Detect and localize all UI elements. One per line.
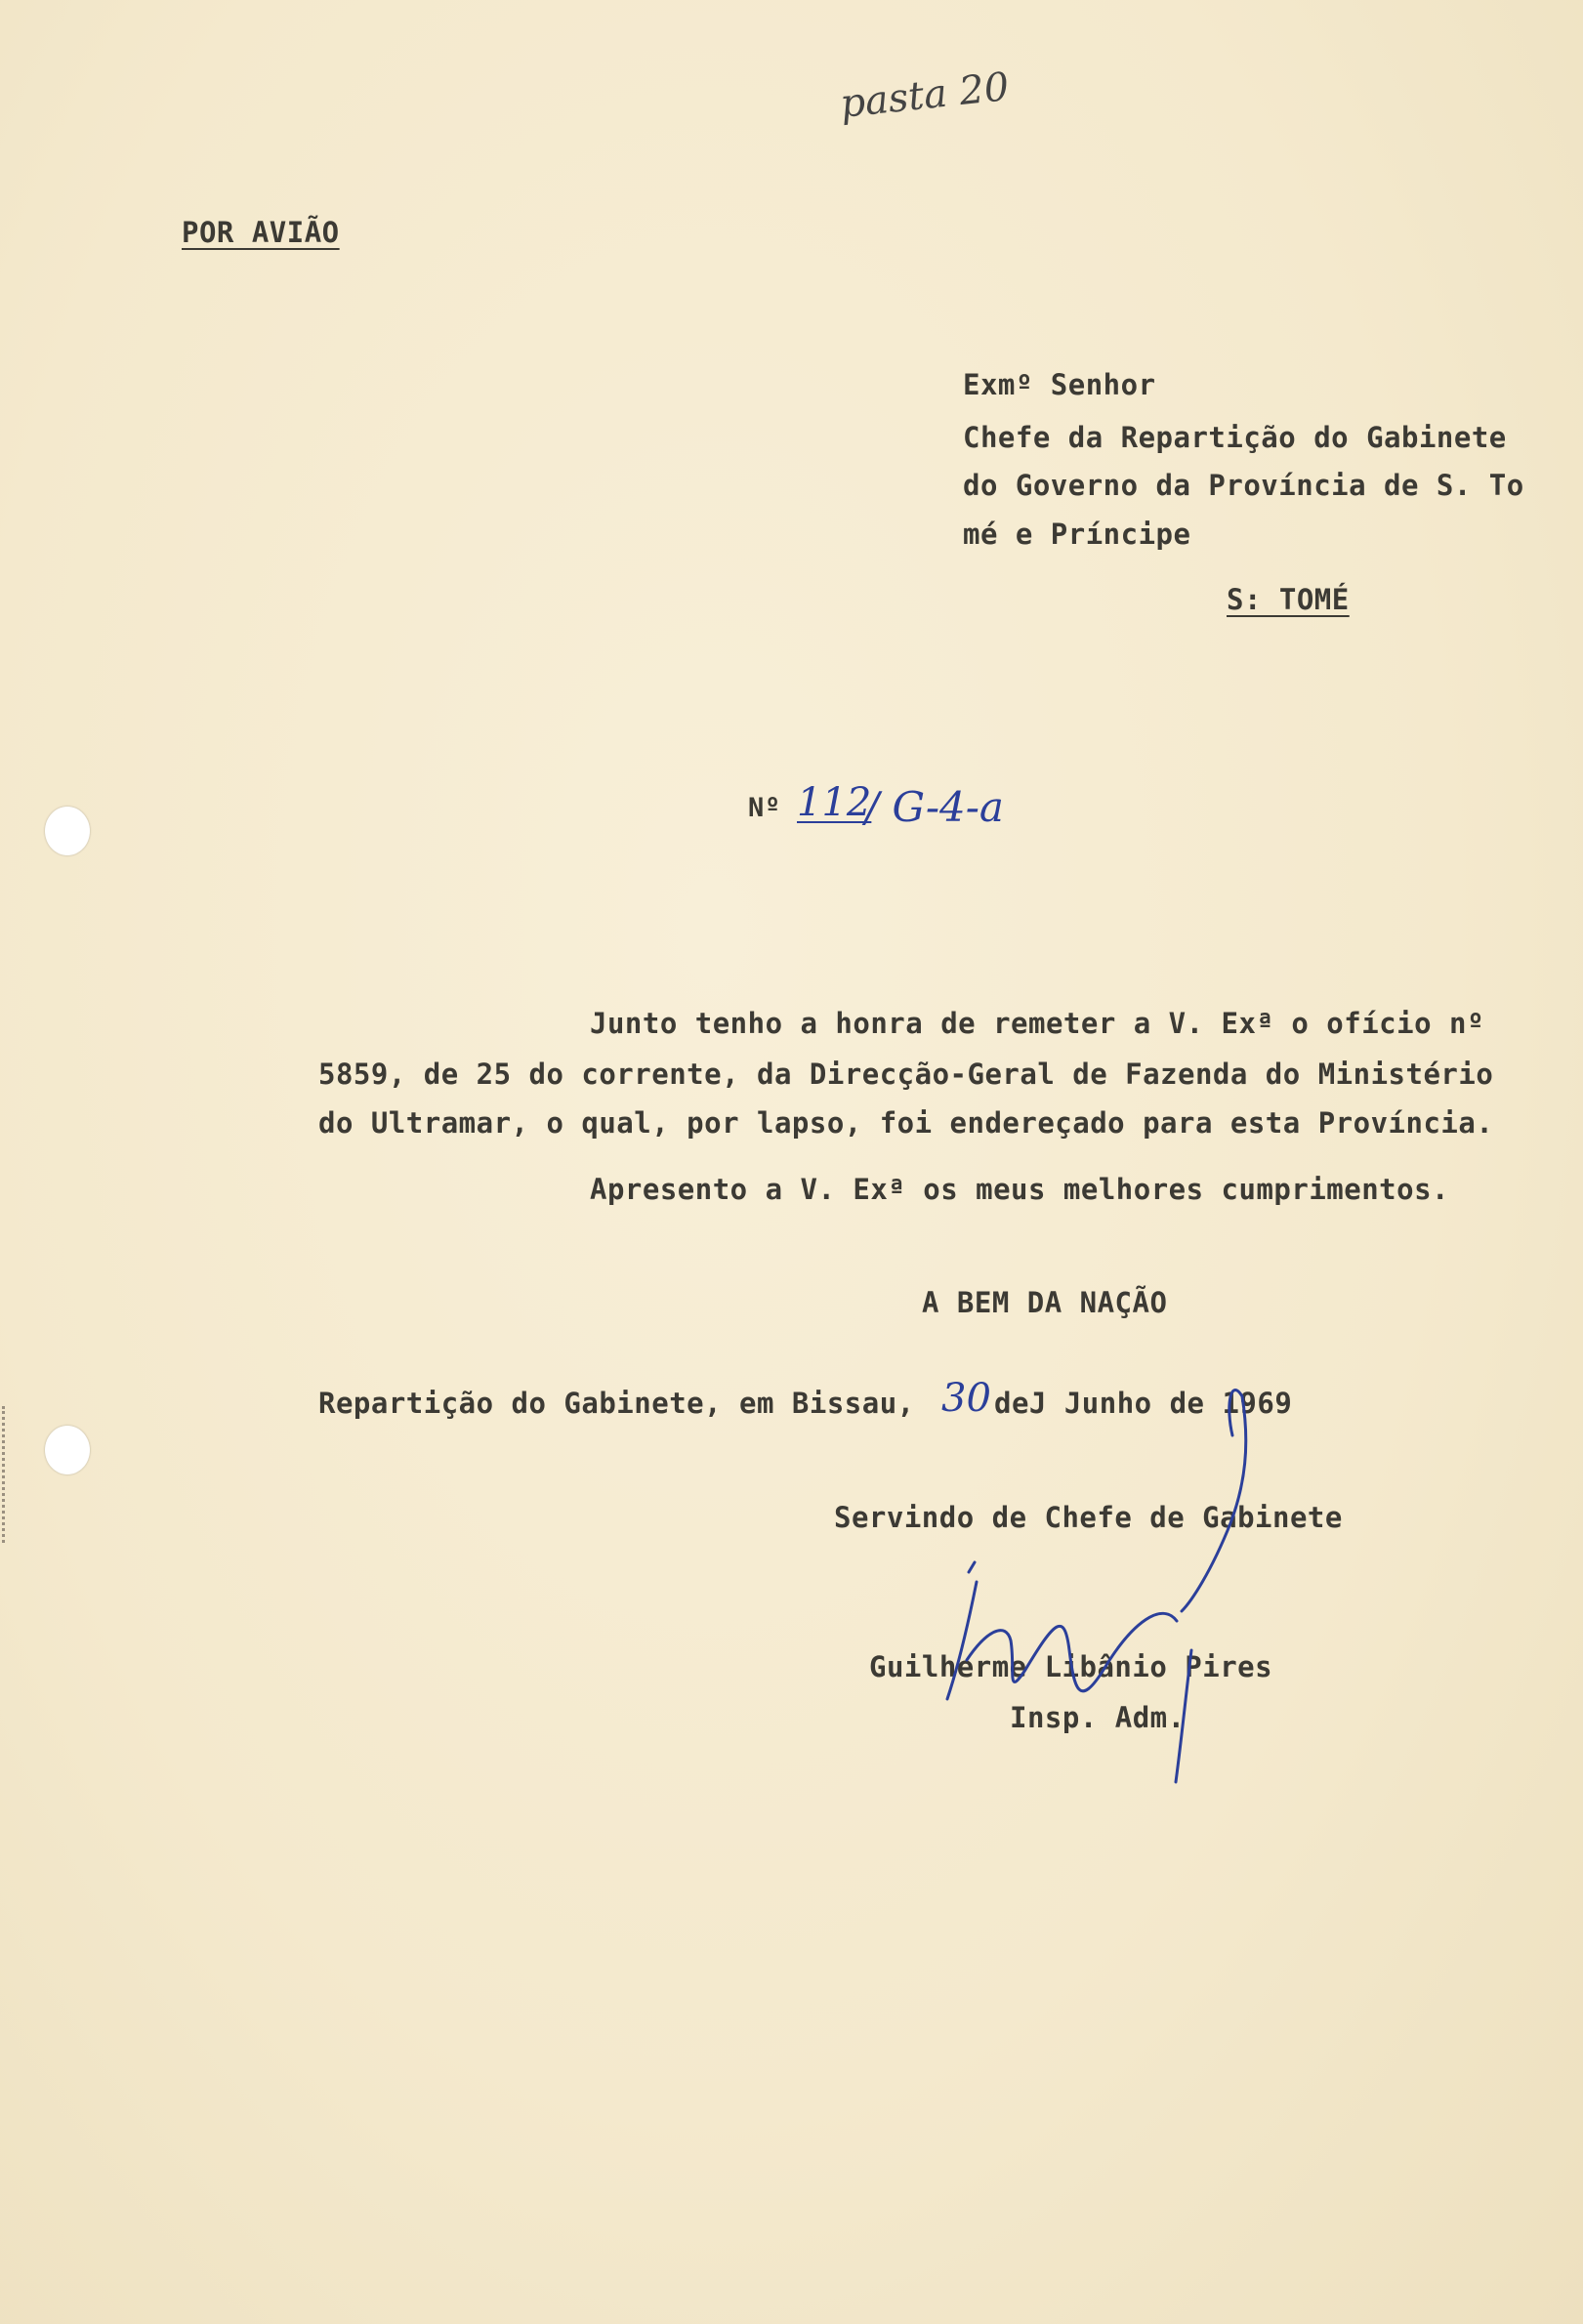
punch-hole-top [45, 807, 90, 855]
dateline-handwritten-day: 30 [941, 1376, 991, 1421]
dateline-month-year: deJ Junho de 1969 [994, 1387, 1293, 1420]
body-paragraph-1-line-3: do Ultramar, o qual, por lapso, foi endereçado para esta Província. [318, 1106, 1494, 1140]
punch-hole-bottom [45, 1426, 90, 1474]
addressee-line: do Governo da Província de S. To [963, 469, 1524, 502]
addressee-salutation: Exmº Senhor [963, 368, 1156, 401]
handwritten-folder-note: pasta 20 [838, 64, 1012, 127]
reference-prefix: Nº [748, 793, 781, 823]
dateline-place: Repartição do Gabinete, em Bissau, [318, 1387, 915, 1420]
addressee-line: Chefe da Repartição do Gabinete [963, 421, 1507, 454]
air-mail-heading: POR AVIÃO [182, 216, 340, 249]
addressee-city: S: TOMÉ [1227, 583, 1350, 616]
perforation-marks [2, 1406, 8, 1543]
body-paragraph-1-line-1: Junto tenho a honra de remeter a V. Exª o ofício nº [590, 1007, 1484, 1040]
handwritten-signature [898, 1377, 1309, 1787]
reference-handwritten-suffix: / G-4-a [865, 783, 1004, 831]
addressee-line: mé e Príncipe [963, 518, 1191, 551]
closing-formula: A BEM DA NAÇÃO [922, 1286, 1168, 1319]
signatory-role: Servindo de Chefe de Gabinete [834, 1501, 1343, 1534]
body-paragraph-2: Apresento a V. Exª os meus melhores cumprimentos. [590, 1173, 1450, 1206]
body-paragraph-1-line-2: 5859, de 25 do corrente, da Direcção-Geral de Fazenda do Ministério [318, 1058, 1494, 1091]
reference-handwritten-number: 112 [797, 780, 872, 825]
signatory-title: Insp. Adm. [1010, 1701, 1186, 1734]
signatory-name: Guilherme Libânio Pires [869, 1650, 1273, 1683]
